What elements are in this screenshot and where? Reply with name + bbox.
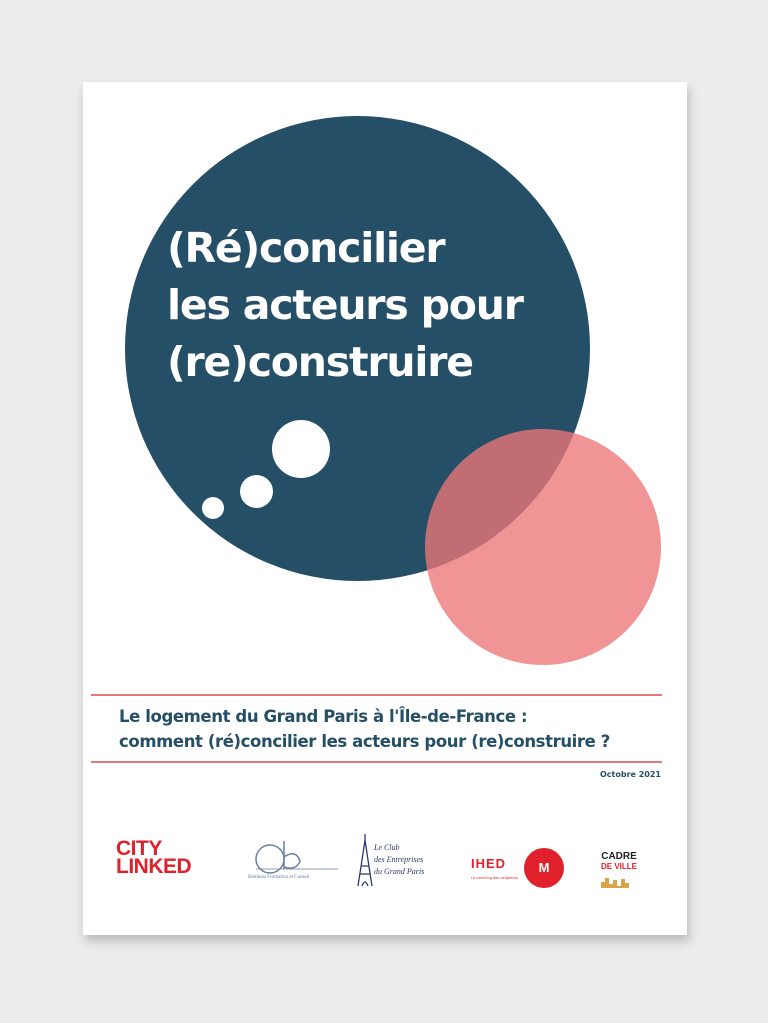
cover-subtitle xyxy=(119,704,664,754)
eiffel-tower-icon xyxy=(356,832,374,888)
bfc-logo xyxy=(248,837,343,887)
divider-bottom xyxy=(91,761,662,763)
club-line-2: des Entreprises xyxy=(374,855,424,864)
ihedm-tagline: Le coaching des dirigeants xyxy=(471,876,518,880)
club-line-1: Le Club xyxy=(374,843,400,852)
citylinked-line-2: LINKED xyxy=(116,855,192,878)
citylinked-logo xyxy=(116,837,192,878)
cadre-de-ville-logo xyxy=(595,852,645,892)
cover-page xyxy=(83,82,687,935)
title-line-3: (re)construire xyxy=(167,338,473,386)
cover-title xyxy=(167,220,587,391)
skyline-icon xyxy=(595,874,643,888)
small-bubble-small xyxy=(202,497,224,519)
subtitle-line-2: comment (ré)concilier les acteurs pour (re)construire ? xyxy=(119,732,610,751)
club-logo xyxy=(356,832,476,892)
small-bubble-medium xyxy=(240,475,273,508)
cadre-line-1: CADRE xyxy=(601,851,637,862)
bfc-emblem-icon xyxy=(248,837,343,875)
publication-date: Octobre 2021 xyxy=(599,770,661,779)
partner-logos xyxy=(83,832,687,912)
ihedm-circle-icon: M xyxy=(524,848,564,888)
club-line-3: du Grand Paris xyxy=(374,867,425,876)
bfc-label: Bertheau Formation et Conseil xyxy=(248,875,310,880)
ihedm-logo xyxy=(471,848,571,888)
citylinked-line-1: CITY xyxy=(116,837,162,860)
ihedm-label: IHED xyxy=(471,856,507,871)
club-label xyxy=(374,842,424,878)
title-line-2: les acteurs pour xyxy=(167,281,523,329)
title-line-1: (Ré)concilier xyxy=(167,224,445,272)
cadre-label xyxy=(595,852,643,872)
cadre-line-2: DE VILLE xyxy=(600,862,637,871)
small-bubble-large xyxy=(272,420,330,478)
subtitle-line-1: Le logement du Grand Paris à l'Île-de-France : xyxy=(119,707,528,726)
divider-top xyxy=(91,694,662,696)
pink-circle xyxy=(425,429,661,665)
